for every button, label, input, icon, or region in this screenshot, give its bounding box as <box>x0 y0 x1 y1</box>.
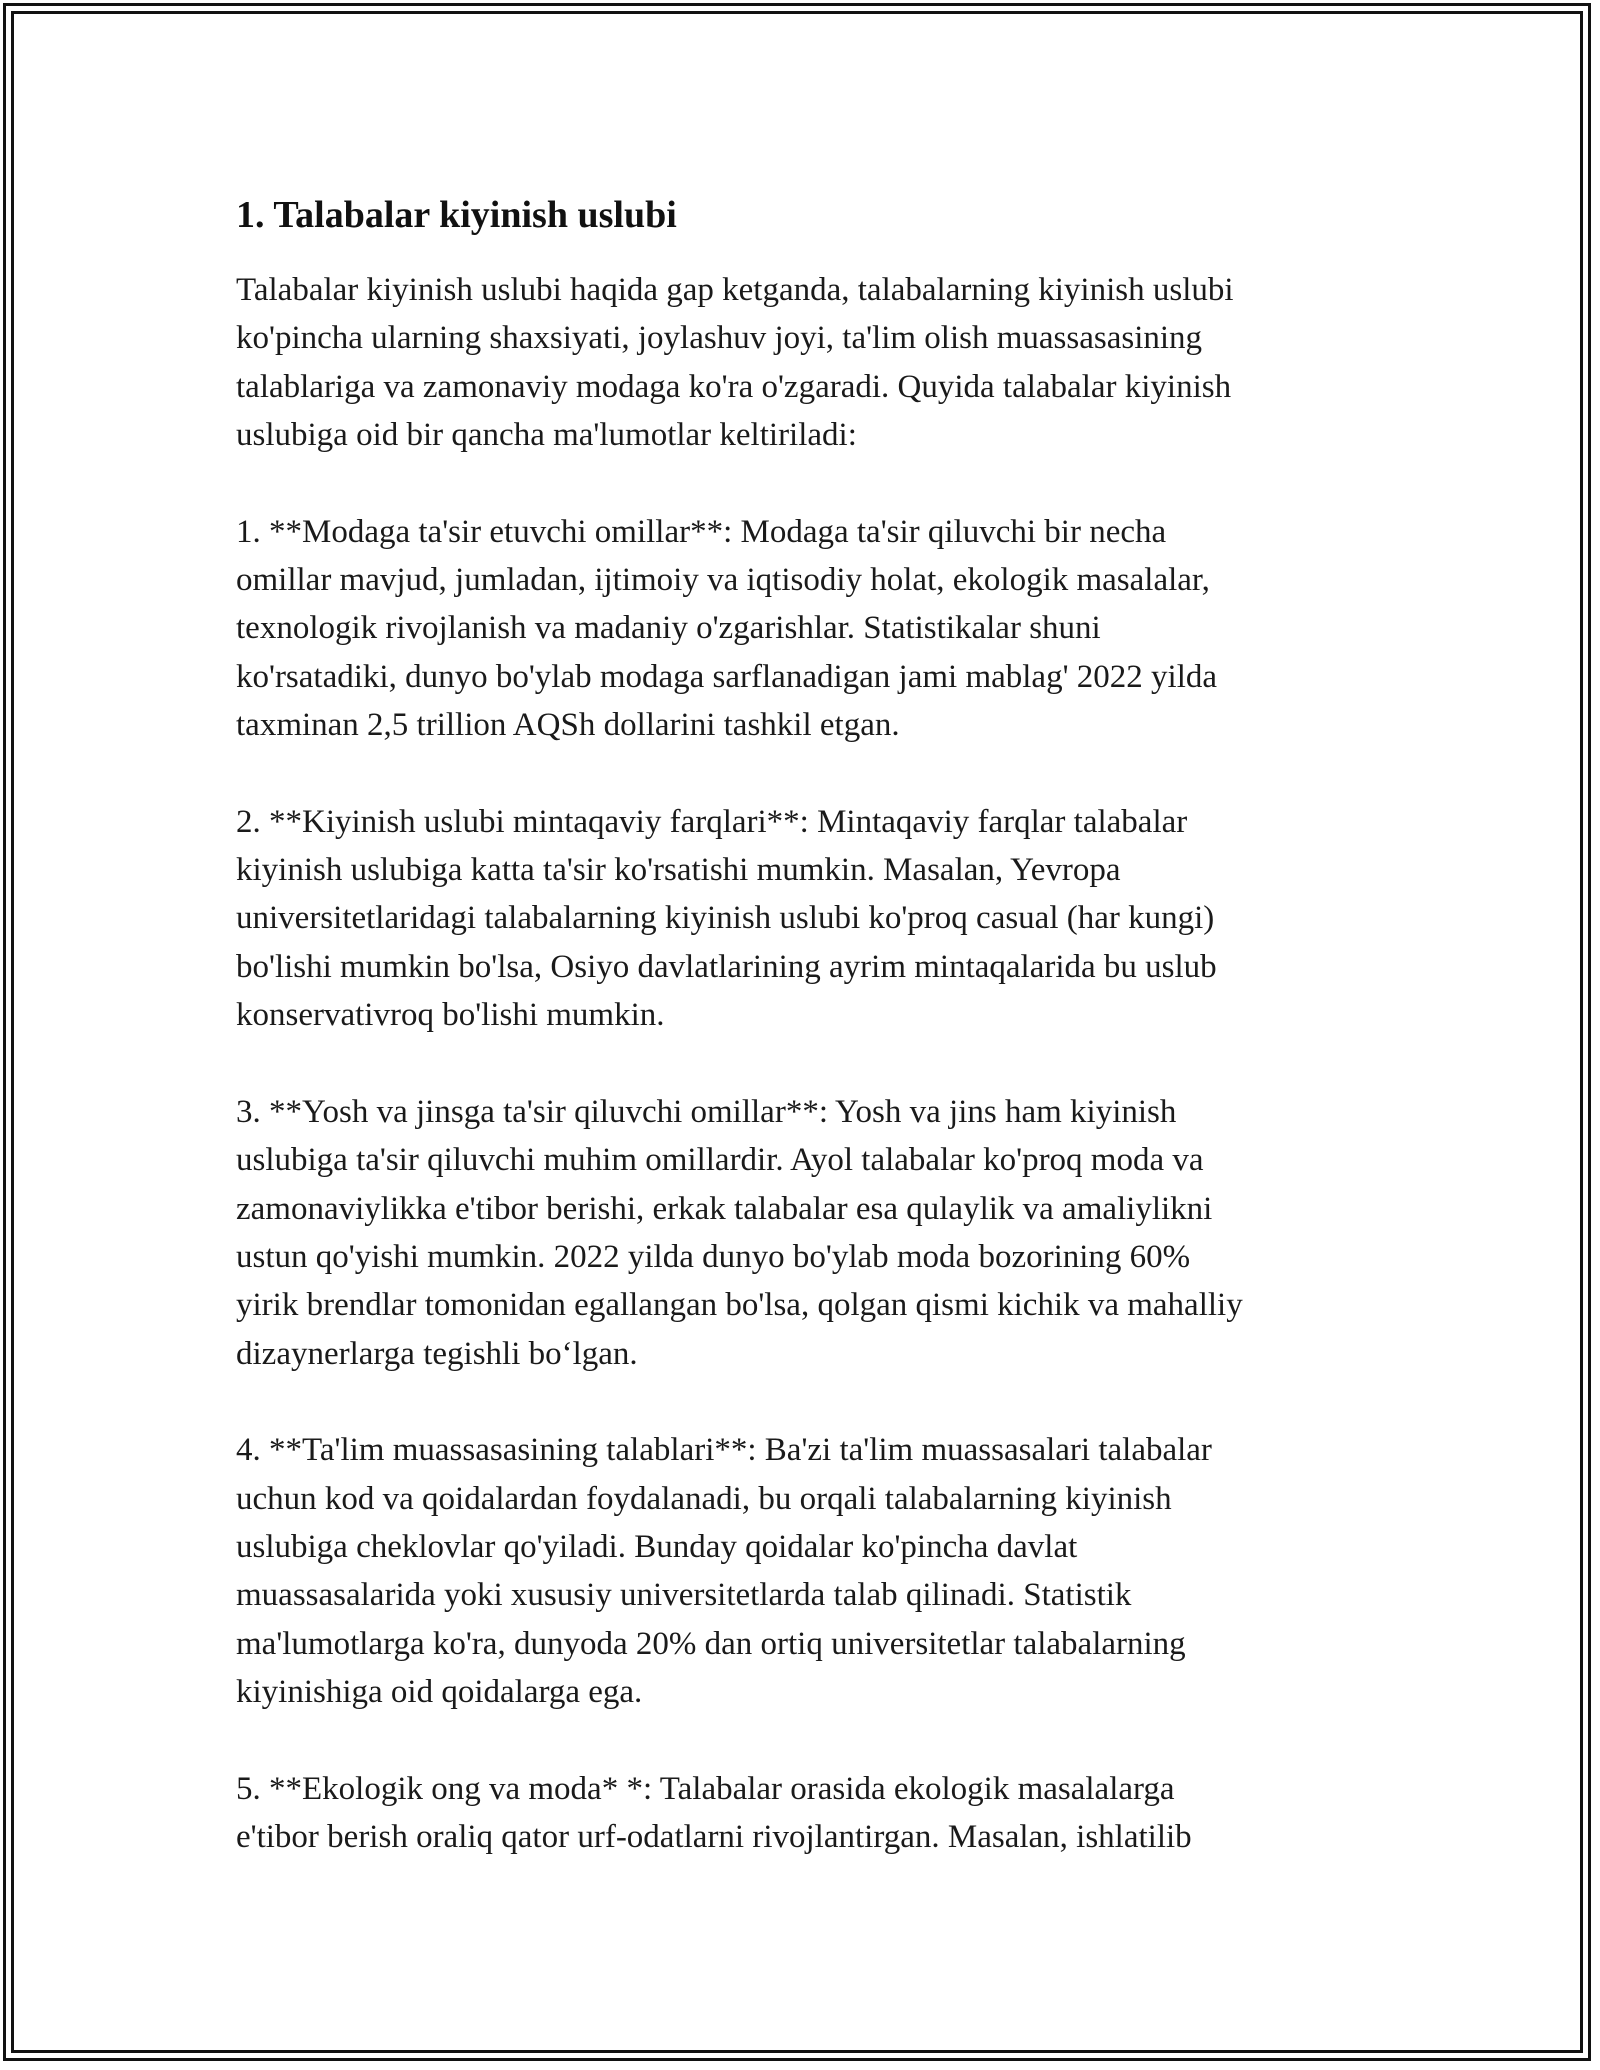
text-line: konservativroq bo'lishi mumkin. <box>236 997 665 1034</box>
text-line: dizaynerlarga tegishli bo‘lgan. <box>236 1335 638 1372</box>
paragraph <box>236 1088 1376 1378</box>
text-line: 5. **Ekologik ong va moda* *: Talabalar orasida ekologik masalalarga <box>236 1770 1175 1807</box>
text-line: ko'pincha ularning shaxsiyati, joylashuv joyi, ta'lim olish muassasasining <box>236 320 1203 357</box>
paragraph <box>236 1426 1376 1716</box>
text-line: talablariga va zamonaviy modaga ko'ra o'zgaradi. Quyida talabalar kiyinish <box>236 368 1232 405</box>
text-line: Talabalar kiyinish uslubi haqida gap ketganda, talabalarning kiyinish uslubi <box>236 272 1234 308</box>
text-line: 2. **Kiyinish uslubi mintaqaviy farqlari**: Mintaqaviy farqlar talabalar <box>236 803 1188 840</box>
paragraph <box>236 508 1376 750</box>
text-line: uslubiga ta'sir qiluvchi muhim omillardir. Ayol talabalar ko'proq moda va <box>236 1142 1204 1179</box>
text-line: 4. **Ta'lim muassasasining talablari**: Ba'zi ta'lim muassasalari talabalar <box>236 1432 1212 1469</box>
text-line: uslubiga cheklovlar qo'yiladi. Bunday qoidalar ko'pincha davlat <box>236 1528 1078 1565</box>
text-line: kiyinishiga oid qoidalarga ega. <box>236 1674 643 1711</box>
text-line: ko'rsatadiki, dunyo bo'ylab modaga sarflanadigan jami mablag' 2022 yilda <box>236 658 1218 695</box>
document-body <box>236 188 1376 1909</box>
paragraph <box>236 1765 1376 1862</box>
paragraph-list <box>236 266 1376 1861</box>
text-line: kiyinish uslubiga katta ta'sir ko'rsatishi mumkin. Masalan, Yevropa <box>236 852 1121 889</box>
text-line: universitetlaridagi talabalarning kiyinish uslubi ko'proq casual (har kungi) <box>236 900 1215 937</box>
text-line: 3. **Yosh va jinsga ta'sir qiluvchi omillar**: Yosh va jins ham kiyinish <box>236 1093 1177 1130</box>
paragraph <box>236 798 1376 1040</box>
text-line: ma'lumotlarga ko'ra, dunyoda 20% dan ortiq universitetlar talabalarning <box>236 1625 1186 1662</box>
section-heading: 1. Talabalar kiyinish uslubi <box>236 194 677 236</box>
text-line: e'tibor berish oraliq qator urf-odatlarni rivojlantirgan. Masalan, ishlatilib <box>236 1818 1192 1855</box>
text-line: 1. **Modaga ta'sir etuvchi omillar**: Modaga ta'sir qiluvchi bir necha <box>236 513 1167 550</box>
text-line: bo'lishi mumkin bo'lsa, Osiyo davlatlarining ayrim mintaqalarida bu uslub <box>236 948 1217 985</box>
text-line: taxminan 2,5 trillion AQSh dollarini tashkil etgan. <box>236 707 900 744</box>
text-line: zamonaviylikka e'tibor berishi, erkak talabalar esa qulaylik va amaliylikni <box>236 1190 1213 1227</box>
text-line: yirik brendlar tomonidan egallangan bo'lsa, qolgan qismi kichik va mahalliy <box>236 1287 1243 1324</box>
text-line: uchun kod va qoidalardan foydalanadi, bu orqali talabalarning kiyinish <box>236 1480 1172 1517</box>
paragraph <box>236 266 1376 460</box>
text-line: ustun qo'yishi mumkin. 2022 yilda dunyo bo'ylab moda bozorining 60% <box>236 1238 1191 1275</box>
text-line: omillar mavjud, jumladan, ijtimoiy va iqtisodiy holat, ekologik masalalar, <box>236 562 1210 599</box>
text-line: texnologik rivojlanish va madaniy o'zgarishlar. Statistikalar shuni <box>236 610 1101 647</box>
text-line: uslubiga oid bir qancha ma'lumotlar keltiriladi: <box>236 417 857 454</box>
text-line: muassasalarida yoki xususiy universitetlarda talab qilinadi. Statistik <box>236 1577 1132 1614</box>
